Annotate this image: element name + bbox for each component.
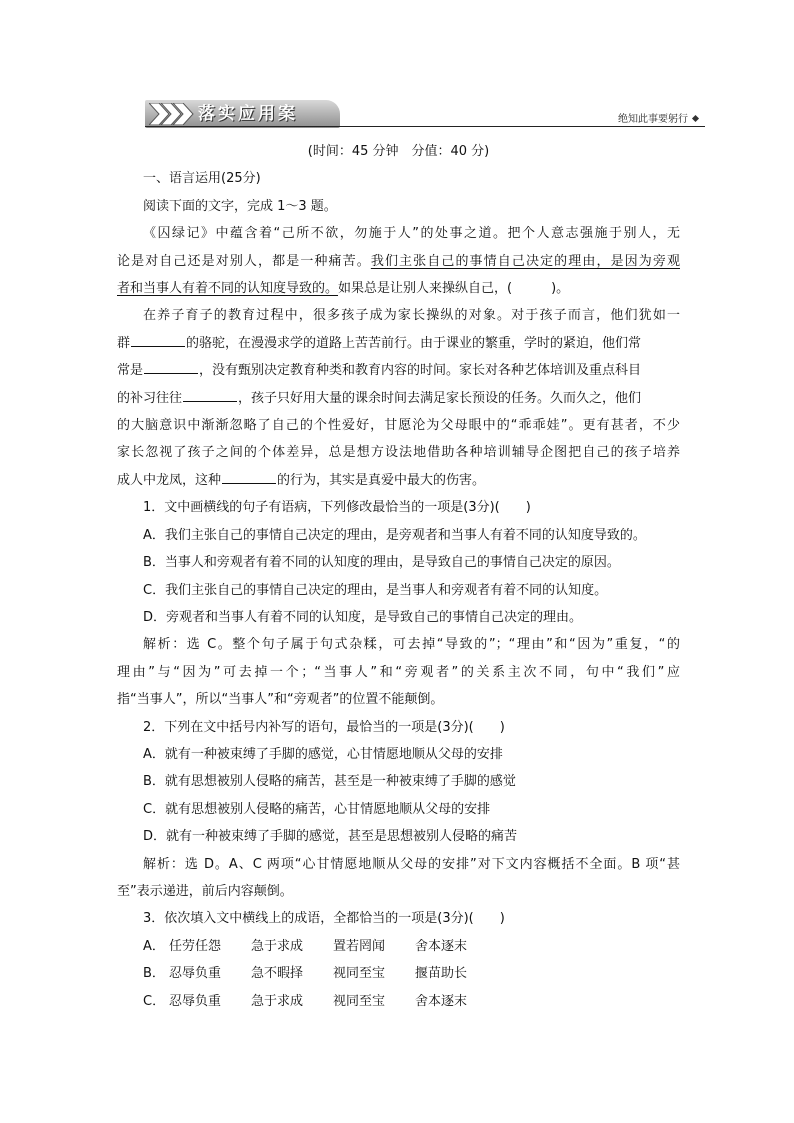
- passage-text: ，没有甄别决定教育种类和教育内容的时间。家长对各种艺体培训及重点科目: [199, 363, 642, 379]
- answer-option: C．就有思想被别人侵略的痛苦，心甘情愿地顺从父母的安排: [143, 801, 491, 817]
- idiom: 舍本逐末: [415, 938, 468, 954]
- section-title: 一、语言运用(25分): [143, 171, 261, 187]
- passage-line: [117, 330, 680, 357]
- underlined-sentence: 者和当事人有着不同的认知度导致的。: [117, 281, 339, 297]
- fill-blank: [144, 361, 198, 374]
- fill-blank: [222, 471, 276, 484]
- idiom: 急不暇择: [251, 966, 304, 982]
- idiom: 任劳任怨: [169, 938, 222, 954]
- idiom: 揠苗助长: [415, 966, 468, 982]
- idiom: 忍辱负重: [169, 966, 222, 982]
- option-letter: A．: [143, 938, 165, 954]
- passage-line: [117, 357, 680, 384]
- option-letter: C．: [143, 993, 166, 1009]
- passage-text: 的行为，其实是真爱中最大的伤害。: [277, 472, 486, 488]
- passage-line: [117, 248, 680, 275]
- answer-option: [117, 988, 680, 1015]
- answer-option: [117, 960, 680, 987]
- passage-text: 成人中龙凤，这种: [117, 472, 222, 488]
- analysis-line: 解析：选 C。整个句子属于句式杂糅，可去掉“导致的”；“理由”和“因为”重复，“的: [143, 637, 680, 653]
- idiom: 急于求成: [251, 993, 304, 1009]
- question-stem: 1．文中画横线的句子有语病，下列修改最恰当的一项是(3分)( ): [143, 500, 531, 516]
- fill-blank: [183, 389, 237, 402]
- banner-title: 落实应用案: [198, 104, 298, 124]
- idiom: 置若罔闻: [333, 938, 386, 954]
- answer-option: B．就有思想被别人侵略的痛苦，甚至是一种被束缚了手脚的感觉: [143, 774, 516, 790]
- idiom: 视同至宝: [333, 966, 386, 982]
- idiom: 急于求成: [251, 938, 304, 954]
- analysis-line: 至”表示递进，前后内容颠倒。: [117, 883, 293, 899]
- passage-text: ，孩子只好用大量的课余时间去满足家长预设的任务。久而久之，他们: [238, 390, 642, 406]
- passage-line: 家长忽视了孩子之间的个体差异，总是想方设法地借助各种培训辅导企图把自己的孩子培养: [117, 445, 680, 461]
- fill-blank: [131, 334, 185, 347]
- document-body: [117, 138, 680, 1015]
- idiom: 视同至宝: [333, 993, 386, 1009]
- header-motto: [618, 110, 698, 125]
- answer-option: A．就有一种被束缚了手脚的感觉，心甘情愿地顺从父母的安排: [143, 746, 503, 762]
- analysis-line: 指“当事人”，所以“当事人”和“旁观者”的位置不能颠倒。: [117, 692, 444, 708]
- passage-text: 的骆驼，在漫漫求学的道路上苦苦前行。由于课业的繁重，学时的紧迫，他们常: [186, 335, 642, 351]
- passage-line: 的大脑意识中渐渐忽略了自己的个性爱好，甘愿沦为父母眼中的“乖乖娃”。更有甚者，不少: [117, 418, 680, 434]
- answer-option: D．就有一种被束缚了手脚的感觉，甚至是思想被别人侵略的痛苦: [143, 829, 518, 845]
- answer-option: B．当事人和旁观者有着不同的认知度的理由，是导致自己的事情自己决定的原因。: [143, 555, 620, 571]
- answer-option: A．我们主张自己的事情自己决定的理由，是旁观者和当事人有着不同的认知度导致的。: [143, 527, 646, 543]
- section-instruction: 阅读下面的文字，完成 1～3 题。: [143, 198, 337, 214]
- passage-line: 在养子育子的教育过程中，很多孩子成为家长操纵的对象。对于孩子而言，他们犹如一: [143, 308, 680, 324]
- diamond-icon: [692, 115, 699, 122]
- passage-line: [117, 385, 680, 412]
- header-rule: [145, 126, 705, 127]
- passage-text: 如果总是让别人来操纵自己，( )。: [338, 281, 570, 297]
- question-stem: 2．下列在文中括号内补写的语句，最恰当的一项是(3分)( ): [143, 719, 505, 735]
- section-banner: [145, 100, 340, 128]
- answer-option: [117, 933, 680, 960]
- answer-option: D．旁观者和当事人有着不同的认知度，是导致自己的事情自己决定的理由。: [143, 609, 583, 625]
- analysis-line: 理由”与“因为”可去掉一个；“当事人”和“旁观者”的关系主次不同，句中“我们”应: [117, 664, 680, 680]
- passage-text: 群: [117, 335, 131, 351]
- idiom: 忍辱负重: [169, 993, 222, 1009]
- idiom: 舍本逐末: [415, 993, 468, 1009]
- motto-text: 绝知此事要躬行: [618, 114, 688, 125]
- question-stem: 3．依次填入文中横线上的成语，全都恰当的一项是(3分)( ): [143, 911, 505, 927]
- analysis-line: 解析：选 D。A、C 两项“心甘情愿地顺从父母的安排”对下文内容概括不全面。B 项“甚: [143, 856, 680, 872]
- passage-text: 论是对自己还是对别人，都是一种痛苦。: [117, 253, 371, 269]
- passage-line: [117, 467, 680, 494]
- passage-line: [117, 275, 680, 302]
- passage-line: 《囚绿记》中蕴含着“己所不欲，勿施于人”的处事之道。把个人意志强施于别人，无: [143, 226, 680, 242]
- underlined-sentence: 我们主张自己的事情自己决定的理由，是因为旁观: [370, 253, 680, 269]
- passage-text: 的补习往往: [117, 390, 183, 406]
- time-info: (时间：45 分钟 分值：40 分): [307, 144, 490, 159]
- option-letter: B．: [143, 966, 165, 982]
- answer-option: C．我们主张自己的事情自己决定的理由，是当事人和旁观者有着不同的认知度。: [143, 582, 608, 598]
- chevron-arrows-icon: [149, 103, 197, 125]
- passage-text: 常是: [117, 363, 144, 379]
